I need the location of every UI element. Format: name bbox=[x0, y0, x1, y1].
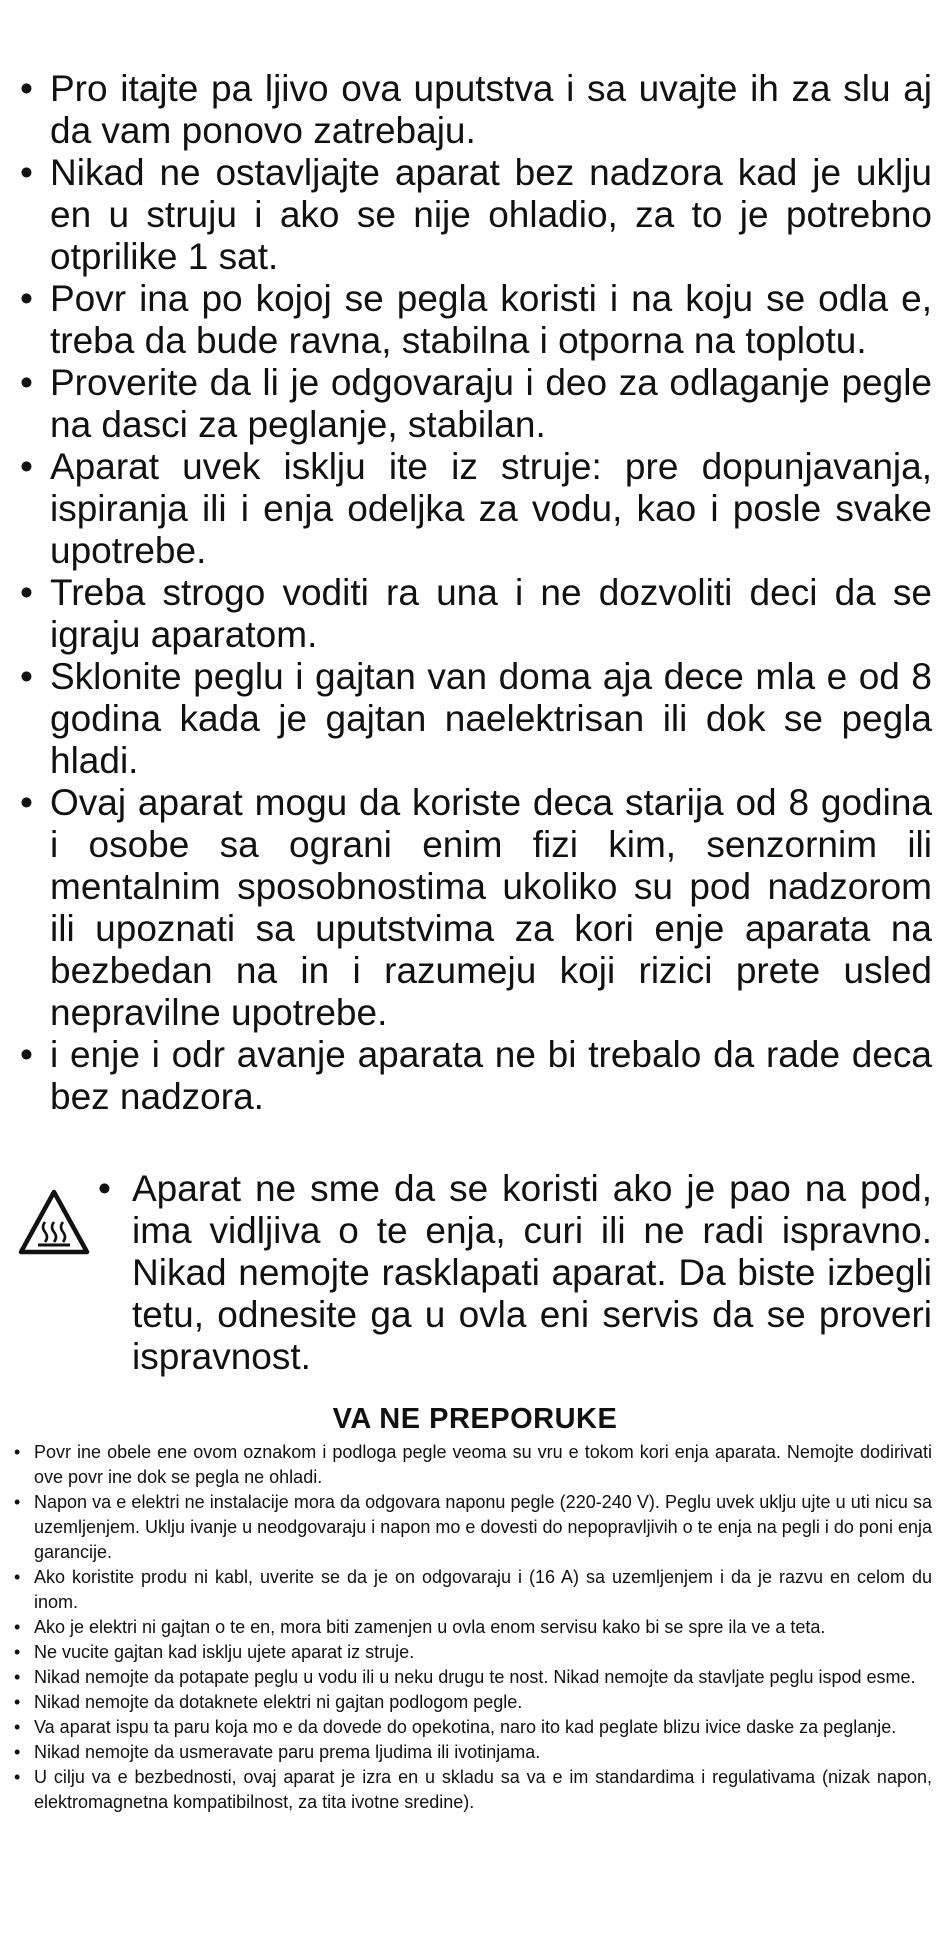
list-item-text: Va aparat ispu ta paru koja mo e da dovede do opekotina, naro ito kad peglate blizu ivice daske za peglanje. bbox=[34, 1717, 897, 1737]
safety-instructions-list bbox=[20, 68, 932, 1118]
list-item-text: Sklonite peglu i gajtan van doma aja dece mla e od 8 godina kada je gajtan naelektrisan ili dok se pegla hladi. bbox=[50, 656, 932, 781]
list-item-text: Proverite da li je odgovaraju i deo za odlaganje pegle na dasci za peglanje, stabilan. bbox=[50, 362, 932, 445]
list-item bbox=[14, 1765, 932, 1815]
bullet: • bbox=[20, 782, 33, 823]
bullet: • bbox=[14, 1442, 21, 1462]
list-item bbox=[20, 278, 932, 362]
list-item bbox=[20, 446, 932, 572]
list-item-text: Nikad nemojte da dotaknete elektri ni gajtan podlogom pegle. bbox=[34, 1692, 523, 1712]
list-item bbox=[20, 572, 932, 656]
list-item-text: Napon va e elektri ne instalacije mora da odgovara naponu pegle (220-240 V). Peglu uvek uklju ujte u uti nicu sa uzemljenjem. Uklju ivanje u neodgovaraju i napon mo e dovesti do nepopravljivih o te enja na pegli i do poni enja garancije. bbox=[34, 1492, 932, 1562]
bullet: • bbox=[14, 1642, 21, 1662]
bullet: • bbox=[20, 572, 33, 613]
bullet: • bbox=[14, 1567, 21, 1587]
list-item bbox=[14, 1615, 932, 1640]
list-item-text: Treba strogo voditi ra una i ne dozvoliti deci da se igraju aparatom. bbox=[50, 572, 932, 655]
list-item-text: Ovaj aparat mogu da koriste deca starija od 8 godina i osobe sa ograni enim fizi kim, senzornim ili mentalnim sposobnostima ukoliko su pod nadzorom ili upoznati sa uputstvima za kori enje aparata na bezbedan na in i razumeju koji rizici prete usled nepravilne upotrebe. bbox=[50, 782, 932, 1033]
list-item bbox=[14, 1715, 932, 1740]
list-item bbox=[20, 1034, 932, 1118]
list-item bbox=[14, 1640, 932, 1665]
bullet: • bbox=[20, 362, 33, 403]
list-item bbox=[14, 1440, 932, 1490]
list-item-text: Aparat uvek isklju ite iz struje: pre dopunjavanja, ispiranja ili i enja odeljka za vodu, kao i posle svake upotrebe. bbox=[50, 446, 932, 571]
list-item bbox=[14, 1665, 932, 1690]
bullet: • bbox=[98, 1168, 111, 1209]
list-item bbox=[14, 1740, 932, 1765]
bullet: • bbox=[14, 1742, 21, 1762]
list-item-text: Nikad nemojte da potapate peglu u vodu ili u neku drugu te nost. Nikad nemojte da stavljate peglu ispod esme. bbox=[34, 1667, 916, 1687]
list-item bbox=[20, 656, 932, 782]
list-item bbox=[20, 68, 932, 152]
bullet: • bbox=[14, 1717, 21, 1737]
list-item bbox=[20, 362, 932, 446]
bullet: • bbox=[14, 1667, 21, 1687]
bullet: • bbox=[20, 68, 33, 109]
bullet: • bbox=[20, 1034, 33, 1075]
list-item-text: Povr ina po kojoj se pegla koristi i na koju se odla e, treba da bude ravna, stabilna i otporna na toplotu. bbox=[50, 278, 932, 361]
list-item-text: Povr ine obele ene ovom oznakom i podloga pegle veoma su vru e tokom kori enja aparata. Nemojte dodirivati ove povr ine dok se pegla ne ohladi. bbox=[34, 1442, 932, 1487]
list-item-text: Ako koristite produ ni kabl, uverite se da je on odgovaraju i (16 A) sa uzemljenjem i da je razvu en celom du inom. bbox=[34, 1567, 932, 1612]
warning-list bbox=[98, 1168, 932, 1378]
recommendations-list bbox=[14, 1440, 932, 1815]
bullet: • bbox=[20, 152, 33, 193]
list-item bbox=[14, 1690, 932, 1715]
list-item bbox=[14, 1490, 932, 1565]
list-item-text: Ako je elektri ni gajtan o te en, mora biti zamenjen u ovla enom servisu kako bi se spre ila ve a teta. bbox=[34, 1617, 826, 1637]
bullet: • bbox=[20, 446, 33, 487]
list-item-text: Nikad nemojte da usmeravate paru prema ljudima ili ivotinjama. bbox=[34, 1742, 541, 1762]
bullet: • bbox=[14, 1617, 21, 1637]
list-item-text: Ne vucite gajtan kad isklju ujete aparat iz struje. bbox=[34, 1642, 415, 1662]
bullet: • bbox=[14, 1767, 21, 1787]
list-item-text: Nikad ne ostavljajte aparat bez nadzora kad je uklju en u struju i ako se nije ohladio, za to je potrebno otprilike 1 sat. bbox=[50, 152, 932, 277]
warning-text: Aparat ne sme da se koristi ako je pao na pod, ima vidljiva o te enja, curi ili ne radi ispravno. Nikad nemojte rasklapati aparat. Da biste izbegli tetu, odnesite ga u ovla eni servis da se proveri ispravnost. bbox=[132, 1168, 932, 1377]
bullet: • bbox=[20, 656, 33, 697]
section-title: VA NE PREPORUKE bbox=[332, 1403, 618, 1435]
bullet: • bbox=[14, 1492, 21, 1512]
list-item-text: i enje i odr avanje aparata ne bi trebalo da rade deca bez nadzora. bbox=[50, 1034, 932, 1117]
warning-item bbox=[98, 1168, 932, 1378]
list-item bbox=[20, 152, 932, 278]
bullet: • bbox=[14, 1692, 21, 1712]
list-item bbox=[14, 1565, 932, 1615]
bullet: • bbox=[20, 278, 33, 319]
list-item-text: Pro itajte pa ljivo ova uputstva i sa uvajte ih za slu aj da vam ponovo zatrebaju. bbox=[50, 68, 932, 151]
hot-surface-warning-icon bbox=[18, 1188, 90, 1256]
list-item bbox=[20, 782, 932, 1034]
list-item-text: U cilju va e bezbednosti, ovaj aparat je izra en u skladu sa va e im standardima i regulativama (nizak napon, elektromagnetna kompatibilnost, za tita ivotne sredine). bbox=[34, 1767, 932, 1812]
